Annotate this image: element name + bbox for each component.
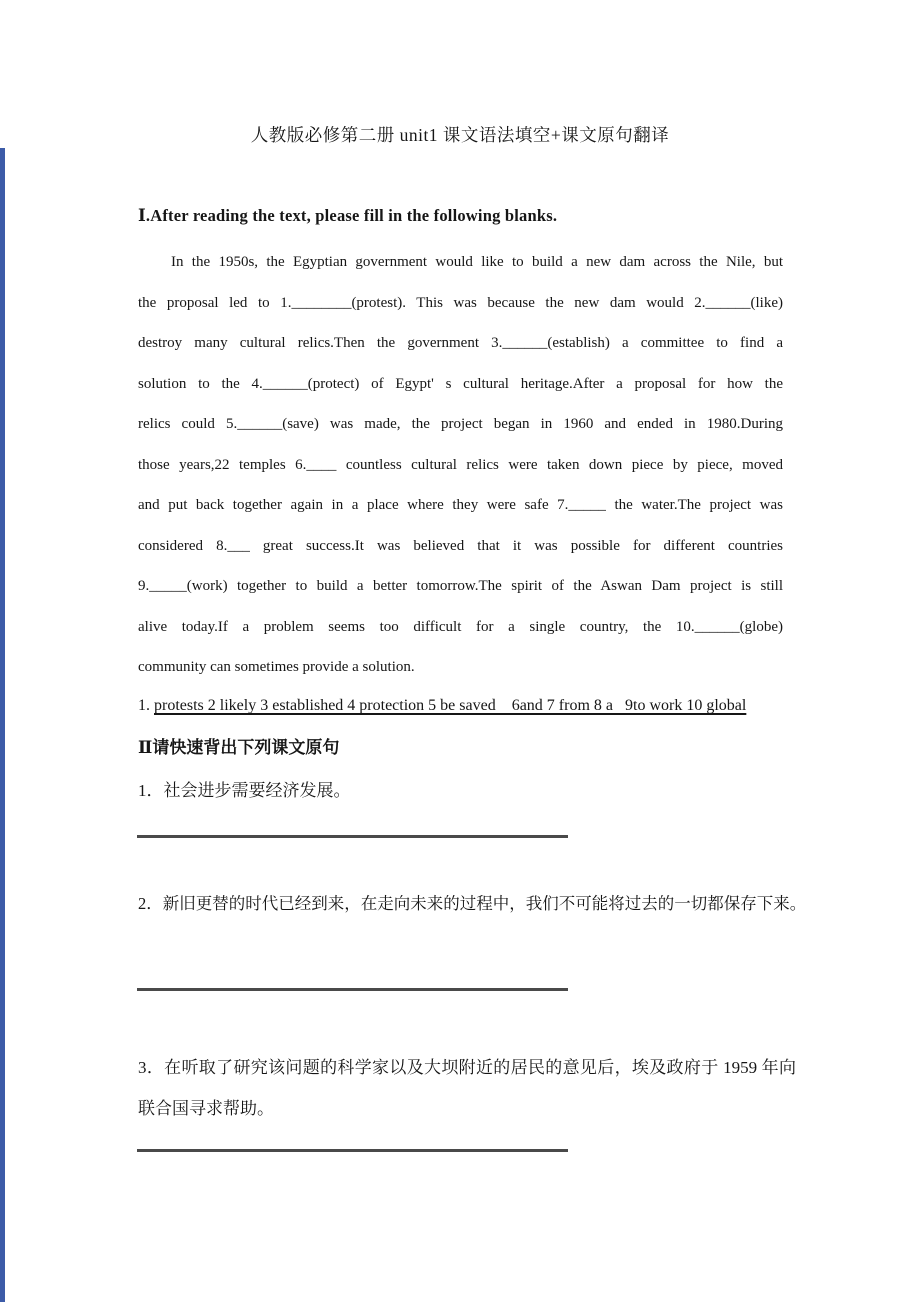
answer-key-number: 1. — [138, 697, 154, 714]
translation-blank-line-1 — [137, 835, 568, 838]
answer-key-line — [138, 697, 838, 715]
left-edge-accent-strip — [0, 148, 5, 1302]
paragraph-line: those years,22 temples 6.____ countless cultural relics were taken down piece by piece, moved — [138, 456, 783, 473]
translation-blank-line-2 — [137, 988, 568, 991]
paragraph-line: considered 8.___ great success.It was believed that it was possible for different countries — [138, 537, 783, 554]
sentence-item-3: 3．在听取了研究该问题的科学家以及大坝附近的居民的意见后，埃及政府于 1959 年向联合国寻求帮助。 — [138, 1058, 796, 1118]
cloze-paragraph — [138, 242, 783, 688]
section1-heading: Ⅰ.After reading the text, please fill in the following blanks. — [138, 206, 558, 225]
paragraph-line: In the 1950s, the Egyptian government would like to build a new dam across the Nile, but — [171, 254, 783, 270]
paragraph-line: solution to the 4.______(protect) of Egypt' s cultural heritage.After a proposal for how the — [138, 375, 783, 392]
sentence-item-1: 1．社会进步需要经济发展。 — [138, 781, 351, 800]
paragraph-line: 9._____(work) together to build a better tomorrow.The spirit of the Aswan Dam project is still — [138, 578, 783, 594]
translation-blank-line-3 — [137, 1149, 568, 1152]
paragraph-line: alive today.If a problem seems too difficult for a single country, the 10.______(globe) — [138, 618, 783, 635]
paragraph-line: relics could 5.______(save) was made, the project began in 1960 and ended in 1980.During — [138, 416, 783, 432]
paragraph-line: community can sometimes provide a solution. — [138, 659, 415, 675]
document-title: 人教版必修第二册 unit1 课文语法填空+课文原句翻译 — [250, 125, 670, 145]
paragraph-line: and put back together again in a place where they were safe 7._____ the water.The project was — [138, 497, 783, 513]
section2-heading: Ⅱ请快速背出下列课文原句 — [138, 738, 340, 757]
paragraph-line: destroy many cultural relics.Then the government 3.______(establish) a committee to find a — [138, 335, 783, 351]
sentence-item-2: 2．新旧更替的时代已经到来，在走向未来的过程中，我们不可能将过去的一切都保存下来。 — [138, 894, 807, 913]
paragraph-line: the proposal led to 1.________(protest). This was because the new dam would 2.______(like) — [138, 294, 783, 311]
answer-key-text: protests 2 likely 3 established 4 protection 5 be saved 6and 7 from 8 a 9to work 10 global — [154, 697, 747, 714]
